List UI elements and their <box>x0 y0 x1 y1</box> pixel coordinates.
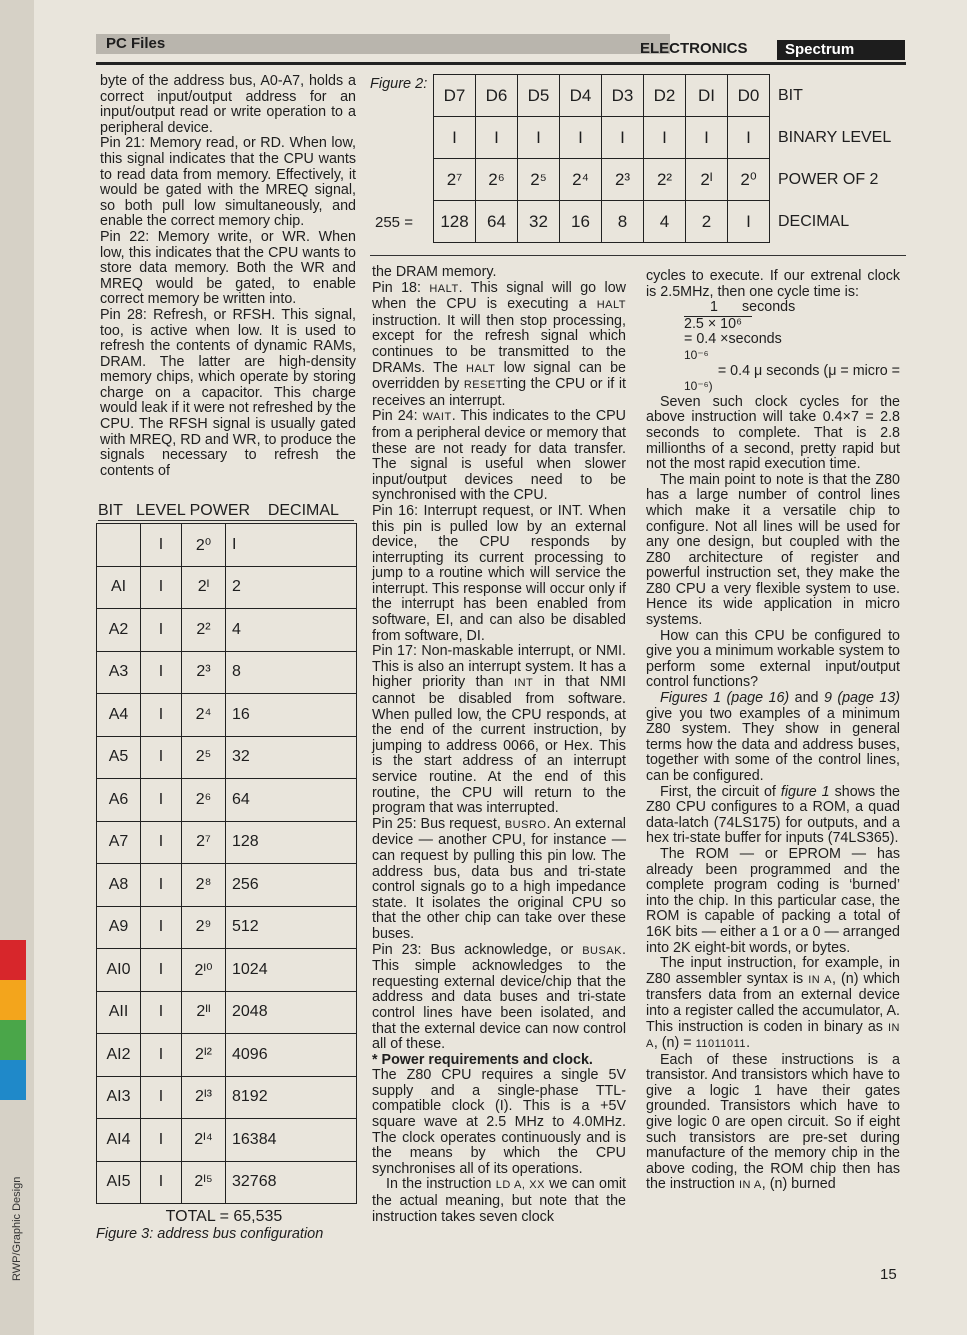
table-cell: AI3 <box>97 1076 141 1119</box>
table-cell: 2⁹ <box>182 906 226 949</box>
brand-badge: Spectrum <box>777 40 905 60</box>
table-row <box>97 906 357 949</box>
paragraph: byte of the address bus, A0-A7, holds a correct input/output address for an input/output read or write operation to a peripheral device. <box>100 73 356 136</box>
table-cell: A3 <box>97 651 141 694</box>
cell: 2⁷ <box>434 159 476 201</box>
table-cell: 2⁰ <box>182 524 226 567</box>
paragraph: Pin 22: Memory write, or WR. When low, this indicates that the CPU wants to store data memory. Both the WR and MREQ would be gated, to enable correct memory be written into. <box>100 228 356 308</box>
table-cell: 2048 <box>226 991 357 1034</box>
table-cell: 8192 <box>226 1076 357 1119</box>
cell: 16 <box>560 201 602 243</box>
table-cell: 2ᴵ⁰ <box>182 949 226 992</box>
bit-row <box>434 75 909 117</box>
paragraph: In the instruction LD A, XX we can omit the actual meaning, but note that the instruction takes seven clock <box>372 1176 627 1225</box>
spine-credit: RWP/Graphic Design <box>11 1176 23 1281</box>
cell: 2² <box>644 159 686 201</box>
paragraph: The ROM — or EPROM — has already been programmed and the complete program coding is ‘burned’ into the chip. In this particular case, the ROM is capable of packing a total of 16K bits — either a 1 or a 0 — arranged into 2K eight-bit words, or bytes. <box>646 845 900 956</box>
cell: 8 <box>602 201 644 243</box>
paragraph: cycles to execute. If our extrenal clock is 2.5MHz, then one cycle time is: <box>646 268 900 300</box>
table-row <box>97 566 357 609</box>
table-row <box>97 651 357 694</box>
cell: 32 <box>518 201 560 243</box>
table-cell <box>97 524 141 567</box>
table-cell: I <box>141 566 182 609</box>
table-cell: I <box>141 609 182 652</box>
table-cell: A2 <box>97 609 141 652</box>
paragraph: Pin 18: HALT. This signal will go low when the CPU is executing a HALT instruction. It will then stop processing, except for the refresh signal which continues to be transmitted to the DRAMs. The HALT low signal can be overridden by RESETting the CPU or if it receives an interrupt. <box>372 279 626 409</box>
cell: D2 <box>644 75 686 117</box>
table-cell: A4 <box>97 694 141 737</box>
paragraph: Pin 24: WAIT. This indicates to the CPU from a peripheral device or memory that these are not ready for data transfer. The signal is useful when slower input/output devices need to be synchronised with the CPU. <box>372 408 626 504</box>
paragraph: The input instruction, for example, in Z80 assembler syntax is IN A, (n) which transfers data from an external device into a register called the accumulator, A. This instruction is coden in binary as IN A, (n) = 11011011. <box>646 955 900 1052</box>
table-row <box>97 1119 357 1162</box>
paragraph: Pin 23: Bus acknowledge, or BUSAK. This simple acknowledges to the requesting external device/chip that the address and data buses and tri-state control lines have been isolated, and that the external device can now control all of these. <box>372 941 626 1053</box>
table-cell: AI <box>97 566 141 609</box>
paragraph: How can this CPU be configured to give you a minimum workable system to perform some external input/output control functions? <box>646 627 900 691</box>
cell: D7 <box>434 75 476 117</box>
table-cell: 16 <box>226 694 357 737</box>
cell: 2⁵ <box>518 159 560 201</box>
figure-3-total: TOTAL = 65,535 <box>165 1208 283 1225</box>
table-cell: I <box>141 991 182 1034</box>
table-cell: 4096 <box>226 1034 357 1077</box>
table-cell: 2⁵ <box>182 736 226 779</box>
decimal-row <box>434 201 909 243</box>
equation-line: 10⁻⁶) <box>684 379 713 394</box>
table-row <box>97 991 357 1034</box>
table-cell: 2⁸ <box>182 864 226 907</box>
category-label: ELECTRONICS <box>640 40 748 57</box>
table-cell: A7 <box>97 821 141 864</box>
column-1 <box>100 74 356 479</box>
cell: I <box>560 117 602 159</box>
figure-2-rule <box>370 255 906 256</box>
table-cell: I <box>141 779 182 822</box>
cell: 2⁶ <box>476 159 518 201</box>
paragraph: Pin 25: Bus request, BUSRO. An external device — another CPU, for instance — can request by pulling this pin low. The address bus, data bus and tri-state control signals go to a high impedance state. It isolates the original CPU so that the other chip can take over these buses. <box>372 815 626 942</box>
cell: I <box>728 117 770 159</box>
paragraph: Figures 1 (page 16) and 9 (page 13) give you two examples of a minimum Z80 system. They show in general terms how the data and address buses, together with some of the control lines, can be configured. <box>646 690 900 784</box>
table-row <box>97 821 357 864</box>
table-cell: 4 <box>226 609 357 652</box>
row-label: DECIMAL <box>778 212 850 230</box>
cell: D5 <box>518 75 560 117</box>
column-3 <box>646 269 900 1194</box>
equation-line: 10⁻⁶ <box>684 347 709 362</box>
table-cell: 2⁶ <box>182 779 226 822</box>
table-row <box>97 609 357 652</box>
cell: 2⁴ <box>560 159 602 201</box>
paragraph: the DRAM memory. <box>372 264 497 280</box>
cell: 4 <box>644 201 686 243</box>
table-cell: AII <box>97 991 141 1034</box>
table-cell: 128 <box>226 821 357 864</box>
paragraph: Each of these instructions is a transistor. And transistors which have to give a logic 1 have their gates grounded. Transistors which have to give logic 0 are open circuit. So if eight such transistors are pre-set during manufacture of the memory chip in the above coding, the ROM chip then has the instruction IN A, (n) burned <box>646 1051 900 1193</box>
cell: 2³ <box>602 159 644 201</box>
cell: D6 <box>476 75 518 117</box>
cell: D4 <box>560 75 602 117</box>
equation-fraction: 1 seconds <box>710 299 796 316</box>
table-cell: I <box>141 736 182 779</box>
table-cell: I <box>141 1076 182 1119</box>
paragraph: Pin 17: Non-maskable interrupt, or NMI. This is also an interrupt system. It has a higher priority than INT in that NMI cannot be disabled from software. When pulled low, the CPU responds, at the end of the current instruction, by jumping to address 0066, or Hex. This is the start address of an interrupt service routine. At the end of this routine, the CPU will return to the program that was interrupted. <box>372 643 626 817</box>
table-cell: 16384 <box>226 1119 357 1162</box>
table-cell: 2ᴵ² <box>182 1034 226 1077</box>
equation-line: = 0.4 μ seconds (μ = micro = <box>717 362 900 379</box>
table-cell: 2⁷ <box>182 821 226 864</box>
cell: I <box>602 117 644 159</box>
table-cell: I <box>141 1161 182 1204</box>
table-row <box>97 1076 357 1119</box>
table-cell: I <box>141 694 182 737</box>
table-cell: AI4 <box>97 1119 141 1162</box>
figure-2-table <box>433 74 909 243</box>
figure-3-caption: Figure 3: address bus configuration <box>96 1226 324 1242</box>
cell: 64 <box>476 201 518 243</box>
table-row <box>97 1034 357 1077</box>
table-cell: I <box>141 524 182 567</box>
paragraph: Pin 21: Memory read, or RD. When low, this signal indicates that the CPU wants to read data from memory. Effectively, it would be gated with the MREQ signal, so both pull low simultaneously, and enable the correct memory chip. <box>100 135 356 230</box>
page-number: 15 <box>880 1266 897 1283</box>
table-row <box>97 779 357 822</box>
paragraph: First, the circuit of figure 1 shows the Z80 CPU configures to a ROM, a quad data-latch (74LS175) for outputs, and a hex tri-state buffer for inputs (74LS365). <box>646 783 901 847</box>
cell: 2⁰ <box>728 159 770 201</box>
table-cell: 2³ <box>182 651 226 694</box>
cell: I <box>728 201 770 243</box>
table-cell: I <box>141 949 182 992</box>
section-title: PC Files <box>106 35 166 52</box>
table-cell: 64 <box>226 779 357 822</box>
figure-2-equals: 255 = <box>375 214 413 231</box>
equation-denominator: 2.5 × 10⁶ <box>646 316 900 333</box>
figure-3-table <box>96 523 357 1204</box>
table-cell: 2ᴵᴵ <box>182 991 226 1034</box>
cell: I <box>686 117 728 159</box>
header-rule <box>96 62 906 65</box>
paragraph: Pin 28: Refresh, or RFSH. This signal, too, is active when low. It is used to refresh the contents of dynamic RAMs, DRAM. The latter are high-density memory chips, which operate by storing charge on a capacitor. This charge would leak if it were not refreshed by the CPU. The RFSH signal is usually gated with MREQ, RD and WR, to produce the signals necessary to refresh the contents of <box>100 306 356 479</box>
table-cell: A5 <box>97 736 141 779</box>
table-cell: I <box>141 1119 182 1162</box>
paragraph: Pin 16: Interrupt request, or INT. When this pin is pulled low by an external device, the CPU responds by interrupting its current processing to jump to a routine which will service the interrupt. This response will occur only if the interrupt has been enabled from software, EI, and can also be disabled from software, DI. <box>372 502 627 644</box>
table-row <box>97 694 357 737</box>
table-row <box>97 1161 357 1204</box>
table-cell: 32768 <box>226 1161 357 1204</box>
row-label: POWER OF 2 <box>778 170 879 188</box>
table-row <box>97 736 357 779</box>
figure-3-heading-underline <box>98 520 354 521</box>
table-cell: 8 <box>226 651 357 694</box>
cell: 2 <box>686 201 728 243</box>
paragraph: The main point to note is that the Z80 has a large number of control lines which make it a versatile chip to configure. Not all lines will be used for any one design, but coupled with the Z80 architecture of register and powerful instruction set, they make the Z80 CPU a very flexible system to use. Hence its wide application in micro systems. <box>646 471 900 629</box>
cell: I <box>476 117 518 159</box>
cell: 128 <box>434 201 476 243</box>
table-row <box>97 949 357 992</box>
spectrum-rainbow-stripes <box>0 940 26 1100</box>
cell: 2ᴵ <box>686 159 728 201</box>
paragraph: Seven such clock cycles for the above instruction will take 0.4×7 = 2.8 seconds to complete. That is 2.8 millionths of a second, pretty rapid but not the most rapid execution time. <box>646 393 900 473</box>
table-cell: 2ᴵ³ <box>182 1076 226 1119</box>
table-cell: 512 <box>226 906 357 949</box>
table-cell: 2⁴ <box>182 694 226 737</box>
equation-line: = 0.4 ×seconds <box>684 331 782 348</box>
cell: DI <box>686 75 728 117</box>
table-cell: I <box>141 864 182 907</box>
cell: I <box>518 117 560 159</box>
row-label: BIT <box>778 86 803 104</box>
figure-3-heading: BIT LEVEL POWER DECIMAL <box>98 502 339 519</box>
table-cell: AI0 <box>97 949 141 992</box>
table-cell: AI2 <box>97 1034 141 1077</box>
table-cell: 2ᴵ⁴ <box>182 1119 226 1162</box>
cell: D0 <box>728 75 770 117</box>
column-2 <box>372 265 626 1225</box>
row-label: BINARY LEVEL <box>778 128 892 146</box>
table-cell: 2ᴵ⁵ <box>182 1161 226 1204</box>
table-row <box>97 524 357 567</box>
page-gutter <box>0 0 34 1335</box>
table-cell: AI5 <box>97 1161 141 1204</box>
table-cell: 32 <box>226 736 357 779</box>
table-cell: I <box>141 651 182 694</box>
table-cell: 2ᴵ <box>182 566 226 609</box>
table-cell: I <box>141 1034 182 1077</box>
table-cell: 2 <box>226 566 357 609</box>
table-cell: A8 <box>97 864 141 907</box>
table-cell: I <box>141 906 182 949</box>
section-header-bar <box>96 34 670 54</box>
table-cell: 1024 <box>226 949 357 992</box>
cell: I <box>644 117 686 159</box>
table-cell: 256 <box>226 864 357 907</box>
table-cell: I <box>226 524 357 567</box>
subheading: * Power requirements and clock. <box>372 1051 593 1068</box>
paragraph: The Z80 CPU requires a single 5V supply and a single-phase TTL-compatible clock (I). This is a +5V square wave at 2.5 MHz to 4.0MHz. The clock operates continuously and is the means by which the CPU synchronises all of its operations. <box>372 1067 626 1177</box>
power-row <box>434 159 909 201</box>
table-cell: I <box>141 821 182 864</box>
table-cell: A6 <box>97 779 141 822</box>
level-row <box>434 117 909 159</box>
cell: D3 <box>602 75 644 117</box>
figure-2-label: Figure 2: <box>370 76 428 92</box>
table-cell: 2² <box>182 609 226 652</box>
table-cell: A9 <box>97 906 141 949</box>
cell: I <box>434 117 476 159</box>
table-row <box>97 864 357 907</box>
